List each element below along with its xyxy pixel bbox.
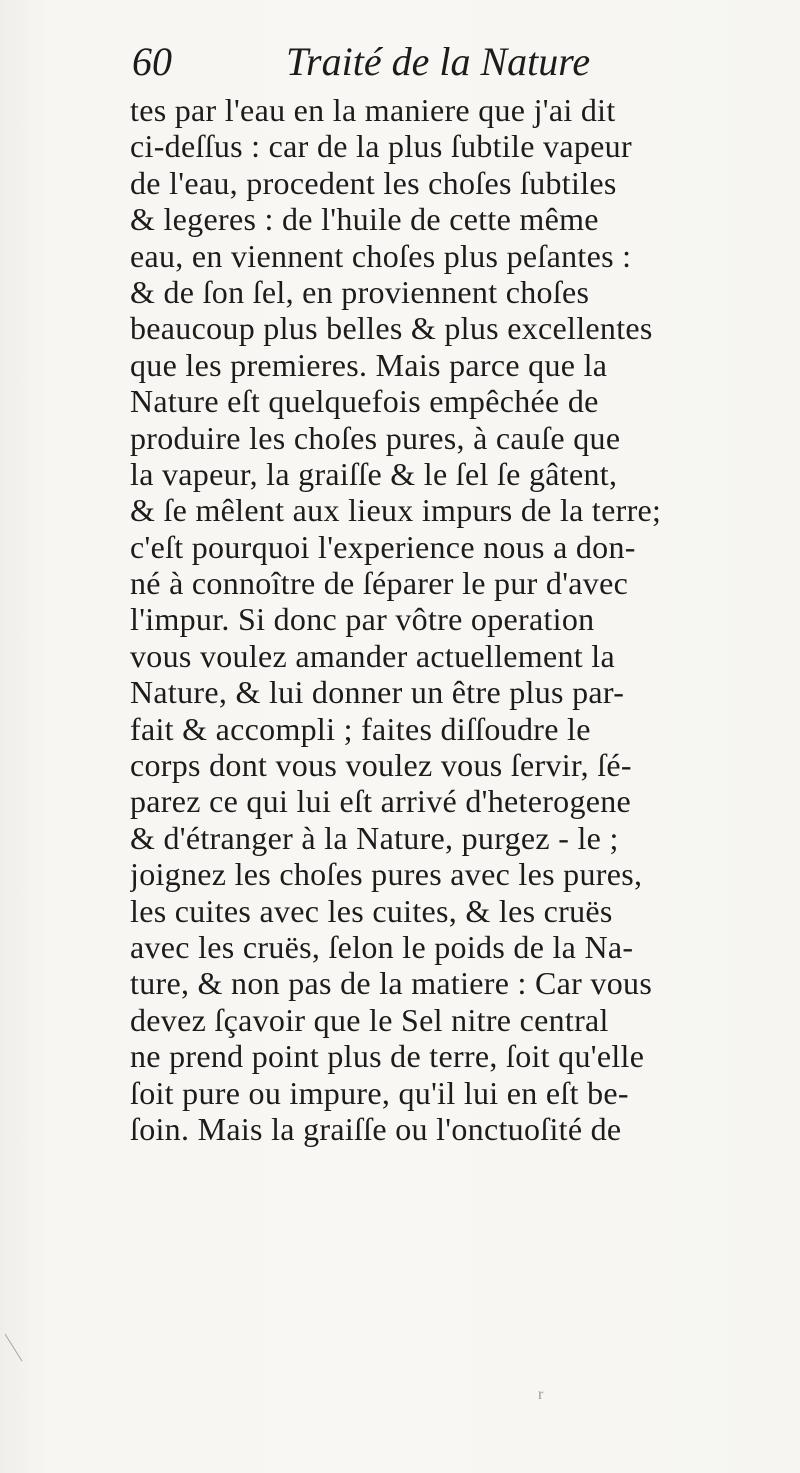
text-line: ſoit pure ou impure, qu'il lui en eſt be- (130, 1074, 629, 1111)
text-line: avec les cruës, ſelon le poids de la Na- (130, 928, 634, 965)
text-line: c'eſt pourquoi l'experience nous a don- (130, 528, 636, 565)
page-header (130, 26, 770, 90)
footer-mark: r (538, 1386, 544, 1403)
running-title: Traité de la Nature (286, 39, 591, 84)
text-line: produire les choſes pures, à cauſe que (130, 419, 621, 456)
text-line: de l'eau, procedent les choſes ſubtiles (130, 164, 617, 201)
text-line: ci-deſſus : car de la plus ſubtile vapeur (130, 128, 632, 165)
text-line: eau, en viennent choſes plus peſantes : (130, 237, 632, 274)
text-line: & d'étranger à la Nature, purgez - le ; (130, 819, 619, 856)
text-line: né à connoître de ſéparer le pur d'avec (130, 565, 629, 602)
text-line: fait & accompli ; faites diſſoudre le (130, 710, 591, 747)
text-line: ture, & non pas de la matiere : Car vous (130, 965, 653, 1002)
body-text (130, 92, 770, 1147)
text-line: beaucoup plus belles & plus excellentes (130, 310, 653, 347)
text-line: Nature, & lui donner un être plus par- (130, 674, 625, 711)
text-line: Nature eſt quelquefois empêchée de (130, 383, 599, 420)
text-line: tes par l'eau en la maniere que j'ai dit (130, 92, 616, 128)
text-line: parez ce qui lui eſt arrivé d'heterogene (130, 783, 632, 820)
margin-stroke (5, 1326, 35, 1361)
text-line: & legeres : de l'huile de cette même (130, 201, 599, 238)
text-line: ſoin. Mais la graiſſe ou l'onctuoſité de (130, 1110, 622, 1147)
text-line: & ſe mêlent aux lieux impurs de la terre; (130, 492, 662, 529)
text-line: & de ſon ſel, en proviennent choſes (130, 273, 590, 310)
text-line: vous voulez amander actuellement la (130, 637, 615, 674)
text-line: devez ſçavoir que le Sel nitre central (130, 1001, 609, 1038)
text-line: ne prend point plus de terre, ſoit qu'elle (130, 1038, 645, 1075)
text-line: joignez les choſes pures avec les pures, (130, 856, 643, 893)
text-line: que les premieres. Mais parce que la (130, 346, 608, 383)
text-line: les cuites avec les cuites, & les cruës (130, 892, 613, 929)
page-number: 60 (132, 39, 172, 84)
text-line: la vapeur, la graiſſe & le ſel ſe gâtent, (130, 455, 618, 492)
text-line: corps dont vous voulez vous ſervir, ſé- (130, 747, 632, 784)
text-line: l'impur. Si donc par vôtre operation (130, 601, 595, 638)
